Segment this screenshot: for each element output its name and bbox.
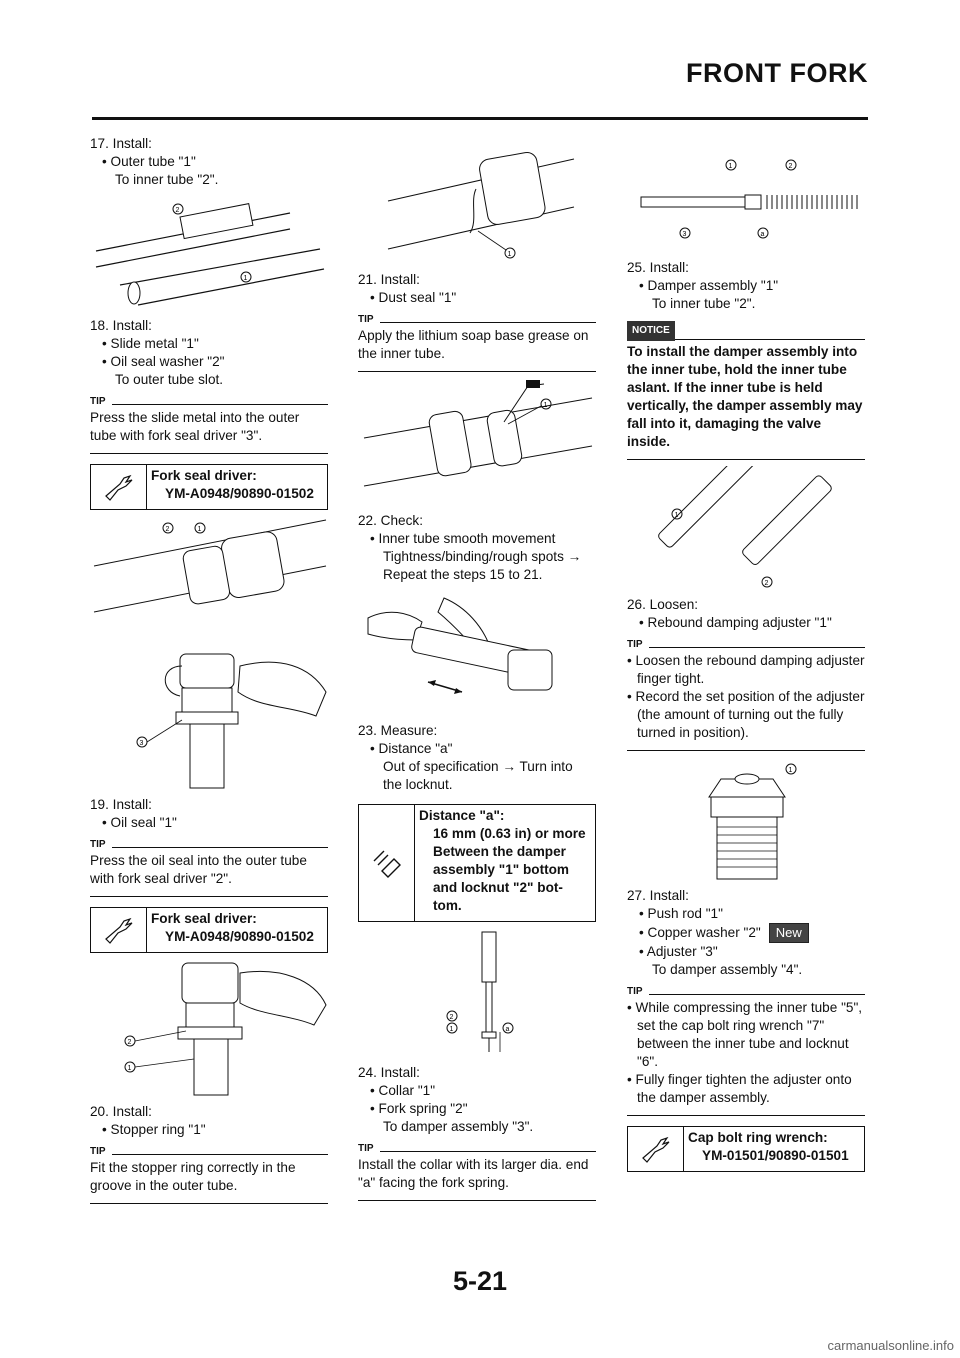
step-27-item-1: • Push rod "1"	[627, 905, 865, 923]
step-27-item-2: • Copper washer "2" New	[627, 923, 865, 943]
svg-text:1: 1	[507, 251, 512, 258]
tip-header: TIP	[627, 987, 865, 997]
tip-header: TIP	[358, 1144, 596, 1154]
step-22-item-1-result: Tightness/binding/rough spots →	[383, 549, 582, 564]
step-27-heading: 27. Install:	[627, 888, 689, 903]
step-25-heading: 25. Install:	[627, 260, 689, 275]
step-23-heading: 23. Measure:	[358, 723, 438, 738]
step-26-heading: 26. Loosen:	[627, 597, 699, 612]
figure-check-movement	[358, 588, 596, 718]
step-18-heading: 18. Install:	[90, 318, 152, 333]
step-24-item-2: • Fork spring "2"	[358, 1100, 596, 1118]
tip-header: TIP	[627, 640, 865, 650]
tool-name: Fork seal driver:	[151, 468, 257, 483]
svg-text:3: 3	[682, 231, 687, 238]
tip-header: TIP	[90, 1147, 328, 1157]
step-19-heading: 19. Install:	[90, 797, 152, 812]
figure-seal-driver-oil-seal	[90, 959, 328, 1099]
svg-text:1: 1	[127, 1065, 132, 1072]
spec-value: 16 mm (0.63 in) or more	[433, 826, 586, 841]
step-20-heading: 20. Install:	[90, 1104, 152, 1119]
measure-icon	[359, 805, 415, 921]
step-22-item-1-action: Repeat the steps 15 to 21.	[383, 567, 543, 582]
step-27-item-3-note: To damper assembly "4".	[652, 962, 803, 977]
svg-text:1: 1	[674, 512, 679, 519]
special-tool-box	[90, 464, 328, 510]
spec-box	[358, 804, 596, 922]
svg-text:3: 3	[139, 740, 144, 747]
step-23-item-1: • Distance "a"	[358, 740, 596, 758]
figure-outer-inner-tube	[90, 193, 328, 313]
svg-text:a: a	[505, 1026, 510, 1033]
spec-note-line: assembly "1" bottom	[433, 862, 570, 877]
step-25-item-1: • Damper assembly "1"	[627, 277, 865, 295]
tool-name: Fork seal driver:	[151, 911, 257, 926]
tool-icon	[91, 465, 147, 509]
svg-text:1: 1	[543, 402, 548, 409]
svg-text:1: 1	[449, 1026, 454, 1033]
step-19-item-1: • Oil seal "1"	[90, 814, 328, 832]
svg-text:2: 2	[175, 207, 180, 214]
figure-cap-bolt	[627, 757, 865, 883]
column-1	[90, 135, 328, 1210]
spec-note-line: Between the damper	[433, 844, 566, 859]
tip-text: Install the collar with its larger dia. end "a" facing the fork spring.	[358, 1154, 596, 1201]
figure-seal-driver-slide-metal	[90, 516, 328, 792]
svg-text:1: 1	[197, 526, 202, 533]
step-23-item-1-action: the locknut.	[383, 777, 453, 792]
step-17-heading: 17. Install:	[90, 136, 152, 151]
tip-item: • Fully finger tighten the adjuster onto the damper assembly.	[627, 1071, 865, 1107]
tool-code: YM-A0948/90890-01502	[165, 486, 314, 501]
step-17-item-1: • Outer tube "1"	[90, 153, 328, 171]
svg-text:1: 1	[728, 163, 733, 170]
tip-header: TIP	[90, 840, 328, 850]
spec-label: Distance "a":	[419, 808, 505, 823]
tip-list	[627, 997, 865, 1116]
step-22-item-1: • Inner tube smooth movement	[358, 530, 596, 548]
figure-distance-a	[358, 928, 596, 1060]
tip-text: Apply the lithium soap base grease on the inner tube.	[358, 325, 596, 372]
step-24-heading: 24. Install:	[358, 1065, 420, 1080]
notice-header: NOTICE	[627, 321, 865, 341]
step-24-item-1: • Collar "1"	[358, 1082, 596, 1100]
step-27-item-3: • Adjuster "3"	[627, 943, 865, 961]
tip-text: Fit the stopper ring correctly in the groove in the outer tube.	[90, 1157, 328, 1204]
tip-text: Press the slide metal into the outer tube with fork seal driver "3".	[90, 407, 328, 454]
tip-list	[627, 650, 865, 751]
svg-text:1: 1	[788, 767, 793, 774]
tool-icon	[628, 1127, 684, 1171]
step-18-item-1: • Slide metal "1"	[90, 335, 328, 353]
new-part-badge: New	[769, 923, 809, 943]
svg-text:2: 2	[764, 580, 769, 587]
header-rule	[92, 117, 868, 120]
step-21-heading: 21. Install:	[358, 272, 420, 287]
figure-damper-assembly	[627, 155, 865, 255]
step-20-item-1: • Stopper ring "1"	[90, 1121, 328, 1139]
step-17-item-1-note: To inner tube "2".	[115, 172, 219, 187]
special-tool-box	[627, 1126, 865, 1172]
svg-text:a: a	[760, 231, 765, 238]
page-title: FRONT FORK	[686, 58, 868, 88]
tool-code: YM-A0948/90890-01502	[165, 929, 314, 944]
tip-header: TIP	[90, 397, 328, 407]
column-2	[358, 135, 596, 1207]
tip-item: • Record the set position of the adjuster (the amount of turning out the fully turned in position).	[627, 688, 865, 742]
step-21-item-1: • Dust seal "1"	[358, 289, 596, 307]
page-number: 5-21	[452, 1266, 508, 1296]
tip-header: TIP	[358, 315, 596, 325]
figure-dust-seal	[358, 141, 596, 267]
step-23-item-1-result: Out of specification → Turn into	[383, 759, 573, 774]
step-18-item-2-note: To outer tube slot.	[115, 372, 224, 387]
step-24-item-2-note: To damper assembly "3".	[383, 1119, 534, 1134]
notice-text: To install the damper assembly into the inner tube, hold the inner tube aslant. If the inner tube is held vertically, the damper assembly may fall into it, damaging the valve inside.	[627, 341, 865, 460]
figure-grease-inner-tube	[358, 378, 596, 508]
tool-code: YM-01501/90890-01501	[702, 1148, 849, 1163]
svg-text:2: 2	[127, 1039, 132, 1046]
svg-text:1: 1	[243, 275, 248, 282]
spec-note-line: and locknut "2" bot-	[433, 880, 563, 895]
step-18-item-2: • Oil seal washer "2"	[90, 353, 328, 371]
step-22-heading: 22. Check:	[358, 513, 423, 528]
tool-icon	[91, 908, 147, 952]
column-3	[627, 135, 865, 1178]
tip-item: • Loosen the rebound damping adjuster finger tight.	[627, 652, 865, 688]
step-25-item-1-note: To inner tube "2".	[652, 296, 756, 311]
spec-note-line: tom.	[433, 898, 462, 913]
tip-item: • While compressing the inner tube "5", set the cap bolt ring wrench "7" between the inner tube and locknut "6".	[627, 999, 865, 1071]
svg-text:2: 2	[165, 526, 170, 533]
step-26-item-1: • Rebound damping adjuster "1"	[627, 614, 865, 632]
special-tool-box	[90, 907, 328, 953]
svg-text:2: 2	[788, 163, 793, 170]
figure-rebound-adjuster	[627, 466, 865, 592]
svg-text:2: 2	[449, 1014, 454, 1021]
watermark: carmanualsonline.info	[827, 1338, 954, 1353]
tool-name: Cap bolt ring wrench:	[688, 1130, 828, 1145]
tip-text: Press the oil seal into the outer tube with fork seal driver "2".	[90, 850, 328, 897]
